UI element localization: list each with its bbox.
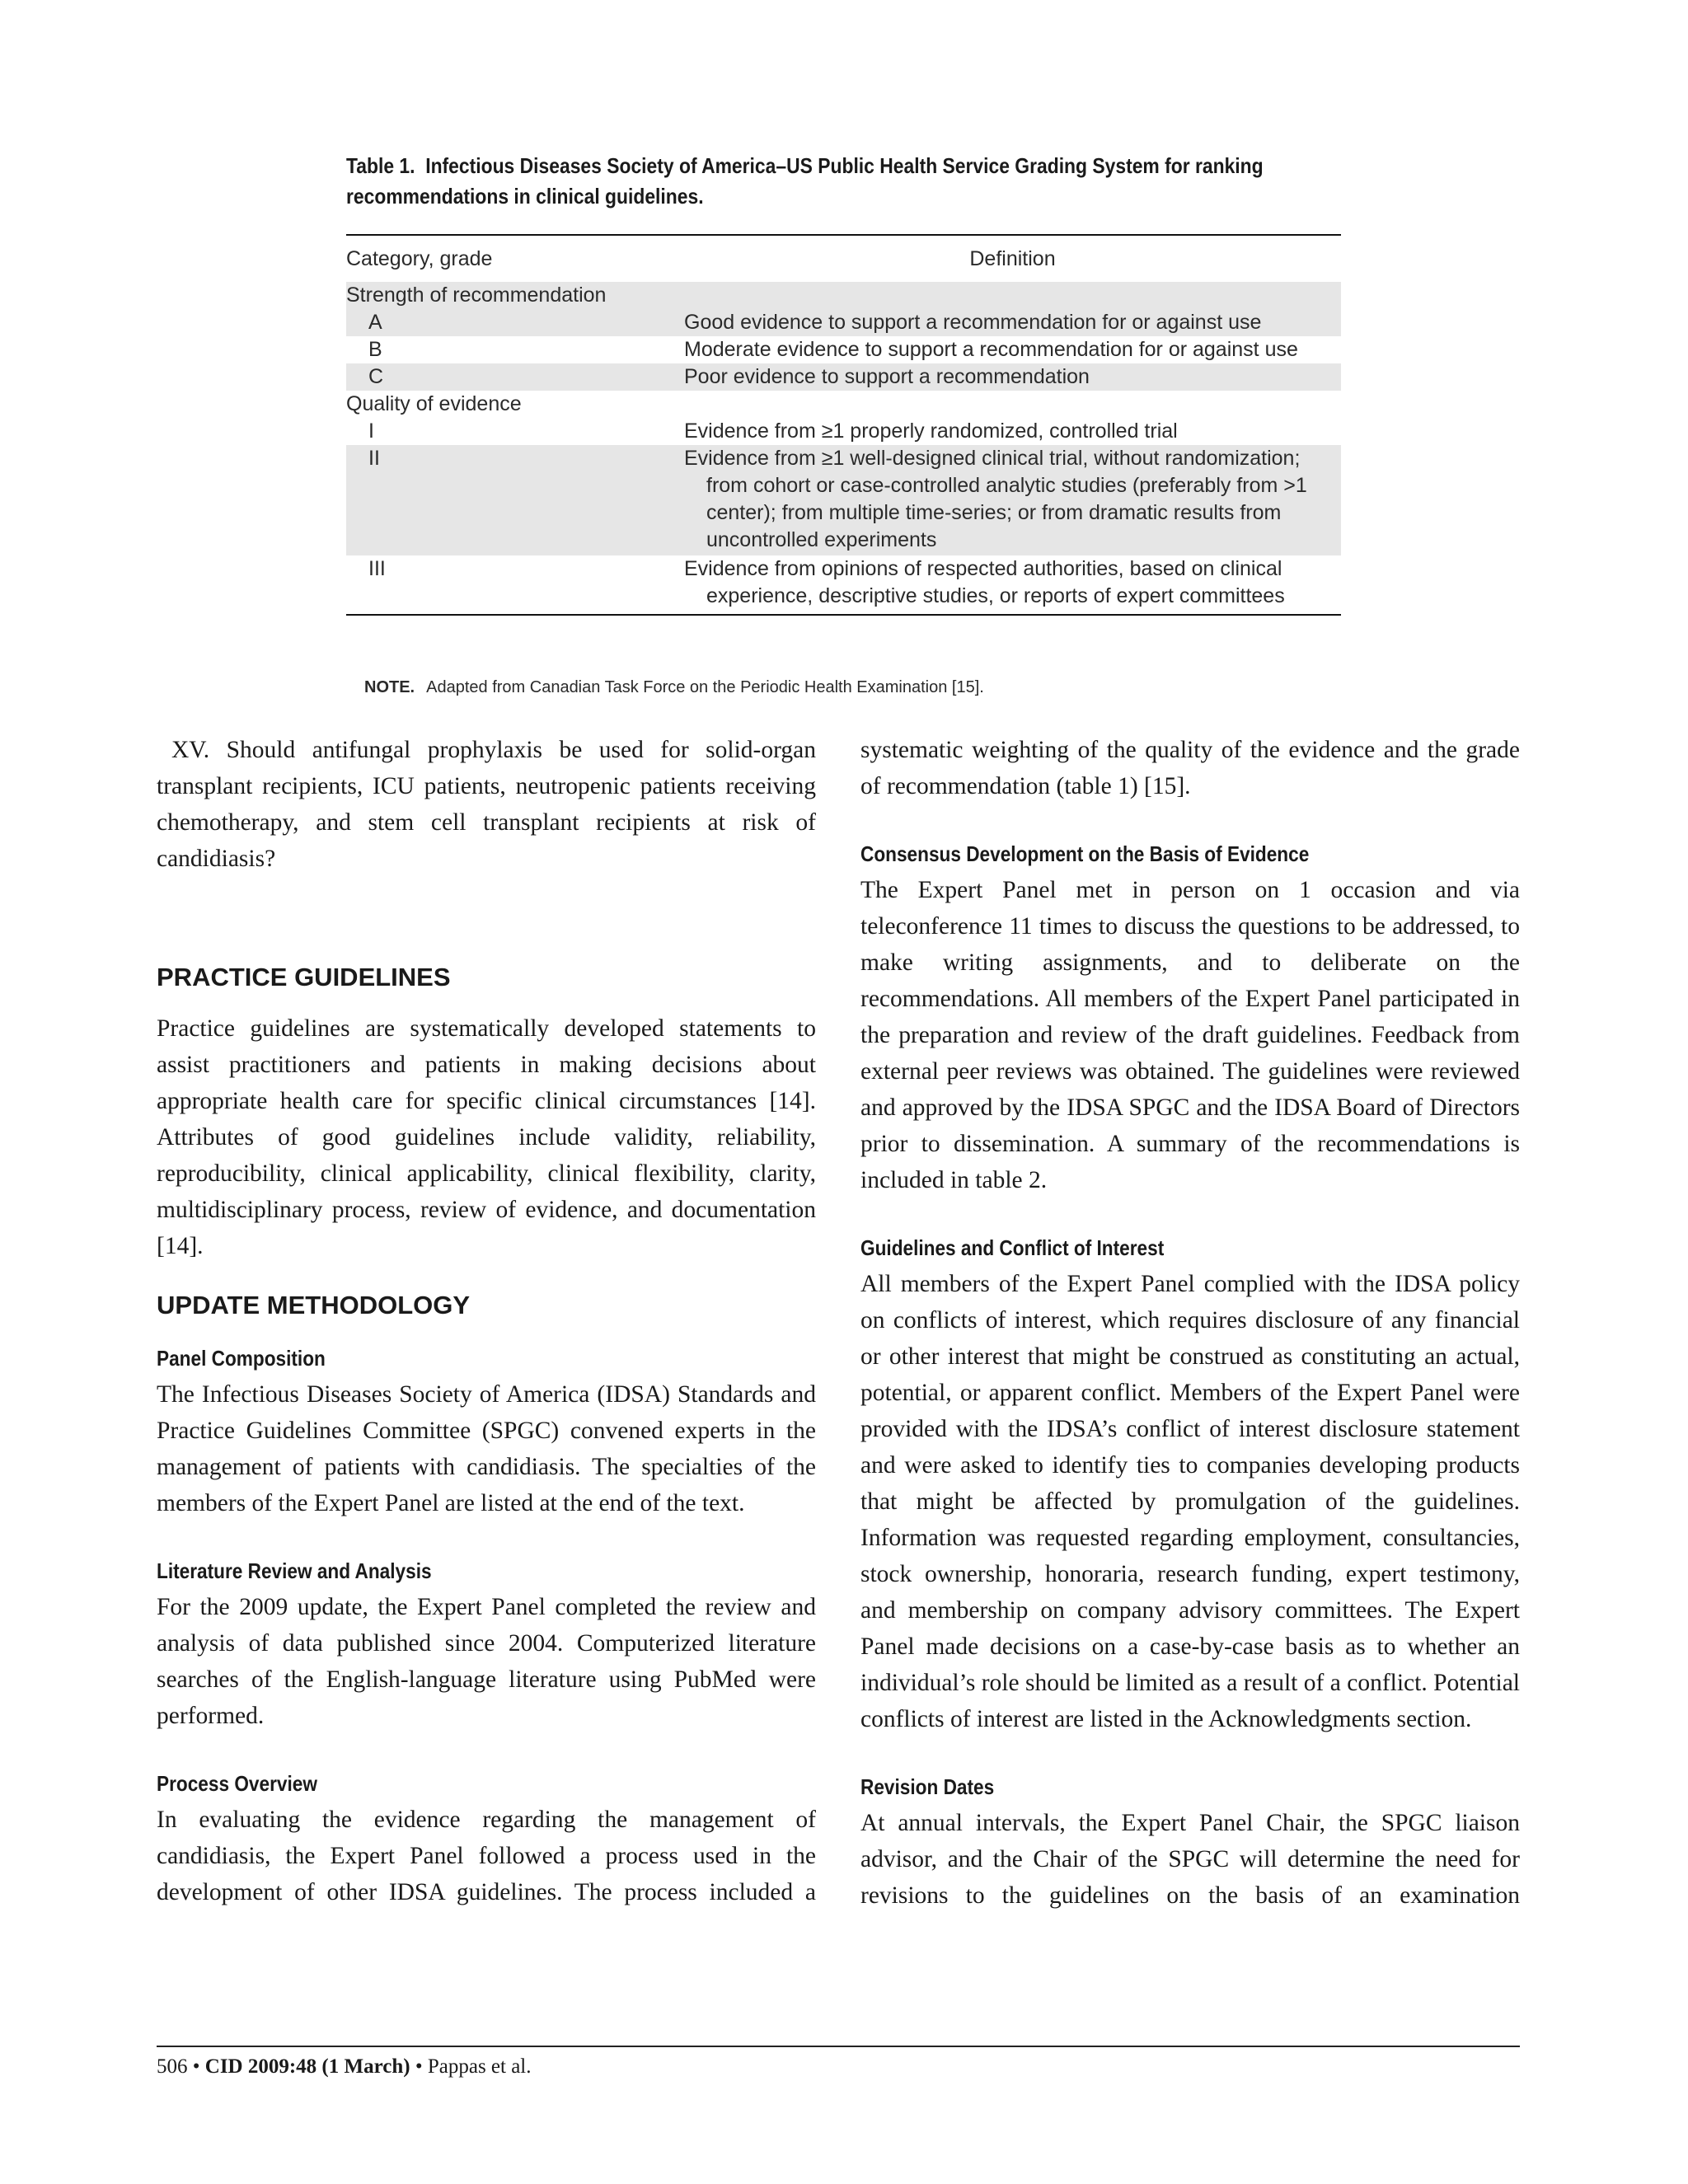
footer-separator: • — [415, 2055, 423, 2078]
table-row — [346, 445, 1341, 555]
update-methodology-heading: UPDATE METHODOLOGY — [157, 1291, 471, 1319]
conflict-of-interest-heading: Guidelines and Conflict of Interest — [860, 1235, 1165, 1260]
definition-cell: Evidence from opinions of respected authorities, based on clinical experience, descriptive studies, or reports of expert committees — [684, 557, 1285, 607]
consensus-development-text: The Expert Panel met in person on 1 occasion and via teleconference 11 times to discuss the questions to be addressed, to make writing assignments, and to deliberate on the recommendations. All members of the Expert Panel participated in the preparation and review of the draft guidelines. Feedback from external peer reviews was obtained. The guidelines were reviewed and approved by the IDSA SPGC and the IDSA Board of Directors prior to dissemination. A summary of the recommendations is included in table 2. — [860, 877, 1520, 1193]
practice-guidelines-heading: PRACTICE GUIDELINES — [157, 963, 451, 991]
footer-separator: • — [192, 2055, 200, 2078]
definition-cell-wrap — [684, 445, 1341, 555]
column-header-definition: Definition — [969, 246, 1056, 270]
page-footer — [157, 2055, 532, 2079]
column-header-category: Category, grade — [346, 246, 493, 270]
table-header-row — [346, 235, 1341, 282]
grade-cell: B — [368, 338, 382, 361]
panel-composition-heading: Panel Composition — [157, 1346, 326, 1371]
table-note-text: Adapted from Canadian Task Force on the Periodic Health Examination [15]. — [426, 678, 984, 696]
table-caption-text: Infectious Diseases Society of America–US Public Health Service Grading System for ranking recommendations in clinical guidelines. — [346, 153, 1264, 209]
category-cell: Strength of recommendation — [346, 282, 684, 309]
revision-dates-text: At annual intervals, the Expert Panel Chair, the SPGC liaison advisor, and the Chair of the SPGC will determine the need for revisions to the guidelines on the basis of an examination — [860, 1810, 1520, 1909]
definition-cell-wrap — [684, 555, 1341, 615]
table-block — [346, 151, 1341, 696]
definition-cell — [684, 282, 1341, 309]
left-column — [157, 732, 816, 1910]
definition-cell: Poor evidence to support a recommendation — [684, 363, 1341, 391]
conflict-of-interest-text: All members of the Expert Panel complied with the IDSA policy on conflicts of interest, which requires disclosure of any financial or other interest that might be construed as constituting an actual, potential, or apparent conflict. Members of the Expert Panel were provided with the IDSA’s conflict of interest disclosure statement and were asked to identify ties to companies developing products that might be affected by promulgation of the guidelines. Information was requested regarding employment, consultancies, stock ownership, honoraria, research funding, expert testimony, and membership on company advisory committees. The Expert Panel made decisions on a case-by-case basis as to whether an individual’s role should be limited as a result of a conflict. Potential conflicts of interest are listed in the Acknowledgments section. — [860, 1271, 1520, 1732]
question-xv: XV. Should antifungal prophylaxis be used for solid-organ transplant recipients, ICU patients, neutropenic patients receiving chemotherapy, and stem cell transplant recipients at risk of candidiasis? — [157, 737, 816, 872]
practice-guidelines-text: Practice guidelines are systematically developed statements to assist practitioners and patients in making decisions about appropriate health care for specific clinical circumstances [14]. Attributes of good guidelines include validity, reliability, reproducibility, clinical applicability, clinical flexibility, clarity, multidisciplinary process, review of evidence, and documentation [14]. — [157, 1015, 816, 1259]
table-row-group — [346, 391, 1341, 418]
grade-cell: III — [368, 557, 386, 580]
definition-cell: Evidence from ≥1 properly randomized, controlled trial — [684, 419, 1178, 443]
panel-composition-text: The Infectious Diseases Society of America (IDSA) Standards and Practice Guidelines Committee (SPGC) convened experts in the management of patients with candidiasis. The specialties of the members of the Expert Panel are listed at the end of the text. — [157, 1381, 816, 1516]
right-column — [860, 732, 1520, 1914]
grade-cell: C — [346, 363, 684, 391]
definition-cell: Moderate evidence to support a recommendation for or against use — [684, 338, 1298, 361]
literature-review-text: For the 2009 update, the Expert Panel completed the review and analysis of data published since 2004. Computerized literature searches of the English-language literature using PubMed were performed. — [157, 1594, 816, 1729]
table-caption — [346, 151, 1341, 212]
table-note — [364, 678, 984, 697]
table-note-label: NOTE. — [364, 678, 415, 696]
grading-table — [346, 234, 1341, 616]
table-row — [346, 336, 1341, 363]
grade-cell: I — [368, 419, 374, 443]
revision-dates-heading: Revision Dates — [860, 1774, 995, 1799]
page-number: 506 — [157, 2055, 188, 2078]
table-row — [346, 555, 1341, 615]
footer-rule — [157, 2046, 1520, 2047]
author-line: Pappas et al. — [427, 2055, 532, 2078]
literature-review-heading: Literature Review and Analysis — [157, 1558, 432, 1583]
table-row — [346, 418, 1341, 445]
definition-cell: Good evidence to support a recommendation for or against use — [684, 309, 1341, 336]
methodology-continuation-text: systematic weighting of the quality of the evidence and the grade of recommendation (table 1) [15]. — [860, 737, 1520, 799]
table-caption-label: Table 1. — [346, 153, 415, 178]
table-row — [346, 309, 1341, 336]
definition-cell: Evidence from ≥1 well-designed clinical trial, without randomization; from cohort or case-controlled analytic studies (preferably from >1 center); from multiple time-series; or from dramatic results from uncontrolled experiments — [684, 447, 1307, 551]
journal-citation: CID 2009:48 (1 March) — [204, 2055, 410, 2078]
table-row-group — [346, 282, 1341, 309]
definition-cell — [684, 391, 1341, 418]
grade-cell: A — [346, 309, 684, 336]
category-cell: Quality of evidence — [346, 392, 522, 415]
table-row — [346, 363, 1341, 391]
grade-cell: II — [346, 445, 684, 555]
process-overview-text: In evaluating the evidence regarding the management of candidiasis, the Expert Panel followed a process used in the development of other IDSA guidelines. The process included a — [157, 1807, 816, 1905]
process-overview-heading: Process Overview — [157, 1771, 317, 1796]
consensus-development-heading: Consensus Development on the Basis of Evidence — [860, 841, 1310, 866]
